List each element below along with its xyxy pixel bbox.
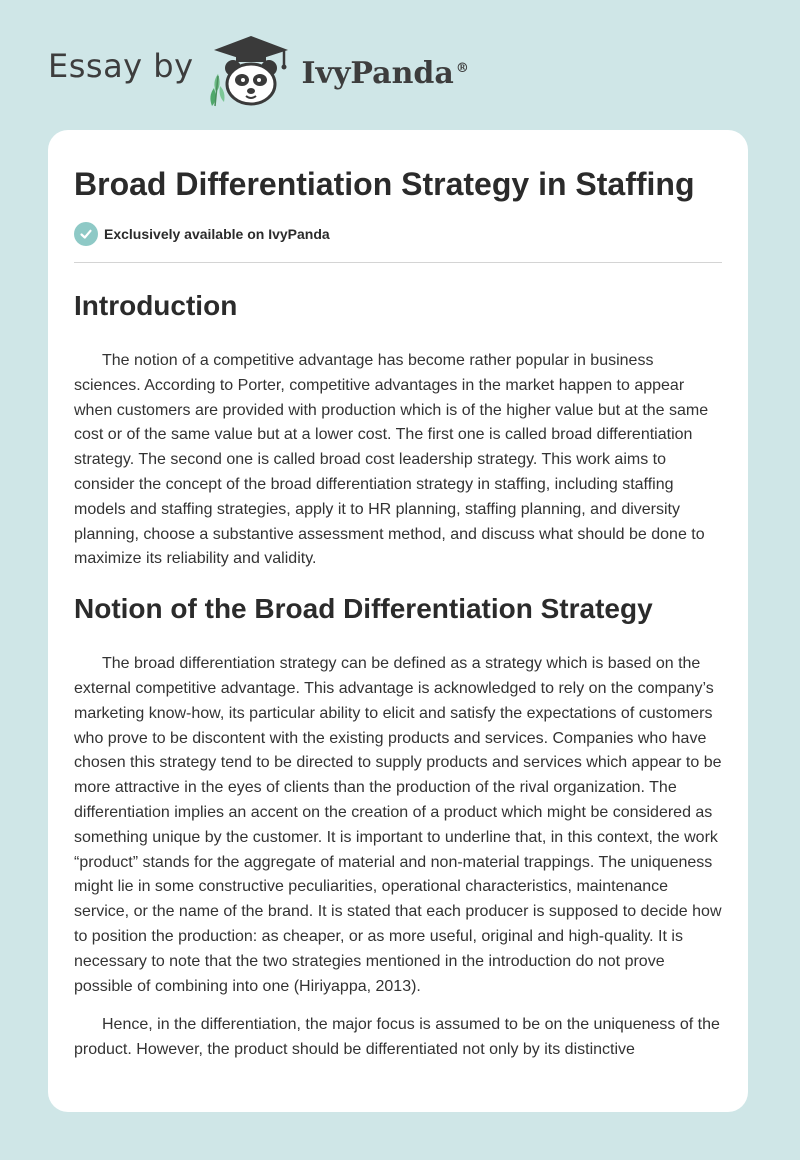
ivypanda-logo-icon[interactable] (206, 30, 296, 110)
paragraph: The notion of a competitive advantage has become rather popular in business sciences. According to Porter, competitive advantages in the market happen to appear when customers are provided with production which is of the higher value but at the same cost or of the same value but at a lower cost. The first one is called broad differentiation strategy. The second one is called broad cost leadership strategy. This work aims to consider the concept of the broad differentiation strategy in staffing, including staffing models and staffing strategies, apply it to HR planning, staffing planning, and diversity planning, choose a substantive assessment method, and discuss what should be done to maximize its reliability and validity. (74, 352, 709, 568)
exclusive-badge (74, 222, 722, 263)
essay-by-label: Essay by (48, 47, 194, 85)
site-header (48, 30, 469, 110)
exclusive-label: Exclusively available on IvyPanda (104, 226, 330, 242)
article-title: Broad Differentiation Strategy in Staffing (74, 166, 695, 202)
section-heading-notion: Notion of the Broad Differentiation Strategy (74, 593, 653, 625)
paragraph: The broad differentiation strategy can be defined as a strategy which is based on the external competitive advantage. This advantage is acknowledged to rely on the company’s marketing know-how, its particular ability to elicit and satisfy the expectations of customers who prove to be discontent with the existing products and services. Companies who have chosen this strategy tend to be directed to supply products and services which appear to be more attractive in the eyes of clients than the production of the rival organization. The differentiation implies an accent on the creation of a product which might be considered as something unique by the customer. It is important to underline that, in this context, the work “product” stands for the aggregate of material and non-material trappings. The uniqueness might lie in some constructive peculiarities, operational characteristics, maintenance service, or the name of the brand. It is stated that each producer is supposed to decide how to position the production: as cheaper, or as more useful, original and high-quality. It is necessary to note that the two strategies mentioned in the introduction do not prove possible of combining into one (Hiriyappa, 2013). (74, 655, 722, 995)
brand-name[interactable]: IvyPanda ® (301, 55, 469, 91)
section-heading-introduction: Introduction (74, 290, 238, 321)
article-card (48, 130, 748, 1112)
registered-mark: ® (455, 60, 469, 76)
paragraph: Hence, in the differentiation, the major focus is assumed to be on the uniqueness of the product. However, the product should be differentiated not only by its distinctive (74, 1016, 720, 1059)
check-icon (74, 222, 98, 246)
